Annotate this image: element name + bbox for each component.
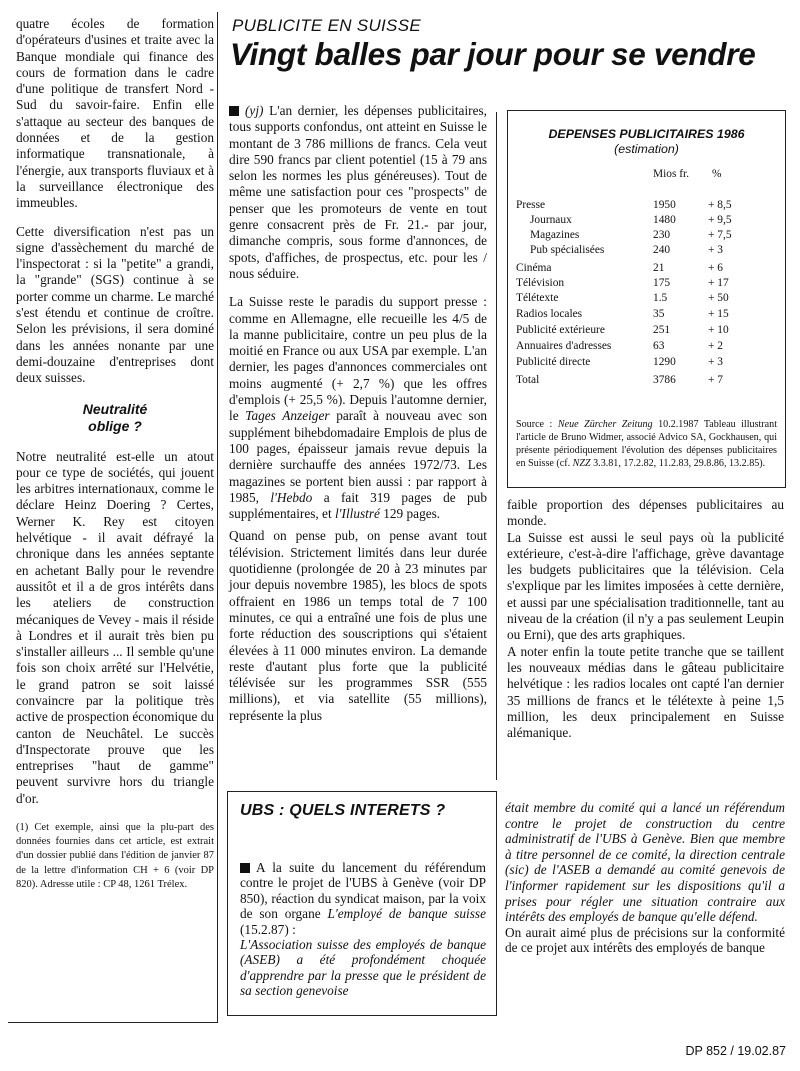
byline: (yj) [245,103,264,118]
left-paragraph-2: Cette diversification n'est pas un signe d'assèchement du marché de l'inspectorat : si la "petite" a grandi, la "grande" (SGS) continue à se porter comme un charme. Le marché s'est étendu et continue de croître. Selon les prévisions, il sera dominé dans les années nonante par une demi-douzaine d'entreprises dont deux suisses. [16,223,214,386]
right-paragraph-1: faible proportion des dépenses publicitaires au monde. [507,497,784,529]
left-column [16,16,214,898]
table-cell-amount: 35 [653,308,665,320]
bottom-rule [8,1022,218,1023]
column-rule-right [496,112,497,780]
kicker: PUBLICITE EN SUISSE [232,16,421,35]
ubs-text-1: A la suite du lancement du référendum contre le projet de l'UBS à Genève (voir DP 850), réaction du syndicat maison, par la voix de son organe [240,860,486,922]
middle-paragraph-1 [229,103,487,282]
table-source [516,418,777,470]
ubs-closing: On aurait aimé plus de précisions sur la conformité de ce projet aux intérêts des employés de banque [505,924,785,956]
table-title: DEPENSES PUBLICITAIRES 1986 [548,127,745,141]
table-cell-amount: 1950 [653,199,676,211]
table-cell-label: Magazines [530,229,580,241]
ubs-organ: L'employé de banque suisse [327,906,486,922]
total-pct: + 7 [708,374,723,386]
ubs-box-title: UBS : QUELS INTERETS ? [240,802,446,819]
right-paragraph-2: La Suisse est aussi le seul pays où la publicité extérieure, c'est-à-dire l'affichage, grève davantage les budgets publicitaires que la télévision. Cela s'explique par les limites imposées à cette dernière, et aussi par une spécialisation traditionnelle, tant au niveau de la création (il n'y a pas seulement Leupin ou Erni), que des arts graphiques. [507,529,784,643]
table-cell-amount: 1480 [653,214,676,226]
table-cell-label: Pub spécialisées [530,244,605,256]
table-cell-pct: + 9,5 [708,214,732,226]
p2-text-c: a fait 319 pages de pub supplémentaires, et [229,489,487,522]
bullet-icon [229,106,239,116]
middle-paragraph-3: Quand on pense pub, on pense avant tout télévision. Strictement limités dans leur durée quotidienne (prolongée de 20 à 23 minutes par jour depuis novembre 1985), les blocs de spots offraient en 1986 un temps total de 7 100 minutes, ce qui a entraîné une fois de plus une forte réduction des souscriptions qui s'étaient élevées à 11 000 minutes environ. La demande reste d'autant plus forte que la publicité télévisée sur les programmes SSR (555 millions), et via satellite (55 millions), représente la plus [229,528,487,723]
table-cell-label: Journaux [530,214,572,226]
table-cell-label: Cinéma [516,262,552,274]
table-cell-pct: + 8,5 [708,199,732,211]
ubs-quote-left: L'Association suisse des employés de banque (ASEB) a été profondément choquée d'apprendre par la presse que le président de sa section genevoise [240,937,486,999]
table-cell-label: Télévision [516,277,565,289]
total-amount: 3786 [653,374,676,386]
source-nzz: NZZ [572,458,591,470]
ubs-right-column [505,800,785,956]
ubs-quote-right: était membre du comité qui a lancé un référendum contre le projet de construction du centre administratif de l'UBS à Genève. Bien que membre à titre personnel de ce comité, la direction centrale (sic) de l'ASEB a demandé au comité genevois de l'informer rapidement sur les dispositions qu'il a prises pour régler une situation contraire aux intérêts des employés de banque qu'elle défend. [505,800,785,925]
column-rule-left [217,12,218,1022]
table-cell-label: Publicité directe [516,356,591,368]
table-cell-pct: + 50 [708,292,729,304]
table-cell-pct: + 17 [708,277,729,289]
middle-column [229,103,487,730]
table-cell-amount: 175 [653,277,671,289]
table-cell-amount: 63 [653,340,665,352]
table-cell-label: Radios locales [516,308,583,320]
col-pct-header: % [712,168,722,180]
p2-text-a: La Suisse reste le paradis du support presse : comme en Allemagne, elle recueille les 4/5 de la manne publicitaire, contre un peu plus de la moitié en France ou aux USA par exemple. L'an dernier, les pages d'annonces commerciales ont moins augmenté (+ 2,7 %) que les offres d'emplois (+ 25,5 %). Depuis l'automne dernier, le [229,294,487,424]
total-label: Total [516,374,540,386]
source-a: Source : [516,419,558,430]
footnote: (1) Cet exemple, ainsi que la plu-part des données fournies dans cet article, est extrait d'un dossier publié dans l'édition de janvier 87 de la lettre d'information CH + 6 (voir DP 820). Adresse utile : CP 48, 1261 Trélex. [16,822,214,890]
headline: Vingt balles par jour pour se vendre [230,36,756,72]
ubs-text-2: (15.2.87) : [240,921,296,937]
table-cell-amount: 21 [653,262,665,274]
table-cell-amount: 1.5 [653,292,668,304]
illustre: l'Illustré [334,506,380,522]
right-column [507,497,784,741]
table-cell-amount: 240 [653,244,671,256]
table-cell-amount: 230 [653,229,671,241]
source-paper: Neue Zürcher Zeitung [557,419,653,430]
left-paragraph-1: quatre écoles de formation d'opérateurs d'usines et traite avec la Banque mondiale qui finance des cours de formation dans le cadre d'une politique de transfert Nord - Sud du savoir-faire. Enfin elle s'attaque au secteur des banques de données et de la gestion informatique transnationale, à l'énergie, aux transports fluviaux et à la surveillance électronique des immeubles. [16,16,214,211]
table-cell-amount: 251 [653,324,671,336]
table-cell-pct: + 10 [708,324,729,336]
ad-spending-table [507,110,786,488]
ubs-box [227,791,497,1016]
table-cell-pct: + 3 [708,244,723,256]
table-cell-pct: + 15 [708,308,729,320]
source-b: 10.2.1987 Tableau illustrant l'article de Bruno Widmer, associé Advico SA, Gockhausen, qui présente périodiquement l'évolution des dépenses publicitaires en Suisse (cf. [516,419,778,470]
right-paragraph-3: A noter enfin la toute petite tranche que se taillent les nouveaux médias dans le gâteau publicitaire helvétique : les radios locales ont capté l'an dernier 35 millions de francs et le télétexte à peine 1,5 million, les deux principalement en Suisse alémanique. [507,643,784,741]
col-amount-header: Mios fr. [653,168,690,180]
table-cell-label: Annuaires d'adresses [516,340,612,352]
table-cell-pct: + 3 [708,356,723,368]
table-cell-amount: 1290 [653,356,676,368]
ubs-box-text [240,860,486,999]
table-cell-label: Télétexte [516,292,559,304]
table-cell-pct: + 7,5 [708,229,732,241]
p2-text-b: paraît à nouveau avec son supplément bihebdomadaire Emplois de plus de 100 pages, épaisseur jamais revue depuis la dernière surchauffe des années 1972/73. Les magazines se portent bien aussi : par rapport à 1985, [229,408,487,505]
table-cell-label: Presse [516,199,546,211]
subheading-line-2: oblige ? [88,417,142,434]
middle-paragraph-1-text: L'an dernier, les dépenses publicitaires, tous supports confondus, ont atteint en Suisse le montant de 3 786 millions de francs. Cela veut dire 590 francs par client potentiel (15 à 79 ans selon les normes les plus généreuses). Tout de même une satisfaction pour ces "prospects" de penser que les promoteurs de vente en tout genre consacrent près de Fr. 21.- par jour, dimanche compris, sous forme d'annonces, de spots, d'affiches, de prospectus, etc. pour les / nous séduire. [229,103,487,281]
table-subtitle: (estimation) [614,142,679,156]
middle-paragraph-2 [229,294,487,522]
table-cell-pct: + 6 [708,262,723,274]
page-reference: DP 852 / 19.02.87 [685,1044,786,1058]
subheading-line-1: Neutralité [82,400,148,417]
bullet-icon [240,863,250,873]
source-c: 3.3.81, 17.2.82, 11.2.83, 29.8.86, 13.2.85). [590,458,766,470]
tages-anzeiger: Tages Anzeiger [245,408,330,424]
p2-text-d: 129 pages. [379,506,441,522]
table-cell-label: Publicité extérieure [516,324,605,336]
left-paragraph-3: Notre neutralité est-elle un atout pour ce type de sociétés, qui jouent les arbitres internationaux, comme le déclare Heinz Doering ? Certes, Werner K. Rey est citoyen helvétique - il avait défrayé la chronique dans les années septante en achetant Bally pour le revendre aussitôt et il a de gros intérêts dans les ateliers de construction mécaniques de Vevey - mais il réside à Londres et il aurait très bien pu s'installer ailleurs ... Il semble qu'une fois son choix arrêté sur l'Helvétie, le grand patron se soit laissé convaincre par la politique très active de prospection économique du canton de Neuchâtel. Le succès d'Inspectorate prouve que les entreprises "haut de gamme" peuvent survivre hors du triangle d'or. [16,448,214,806]
hebdo: l'Hebdo [270,489,313,505]
table-cell-pct: + 2 [708,340,723,352]
subheading [16,401,214,435]
